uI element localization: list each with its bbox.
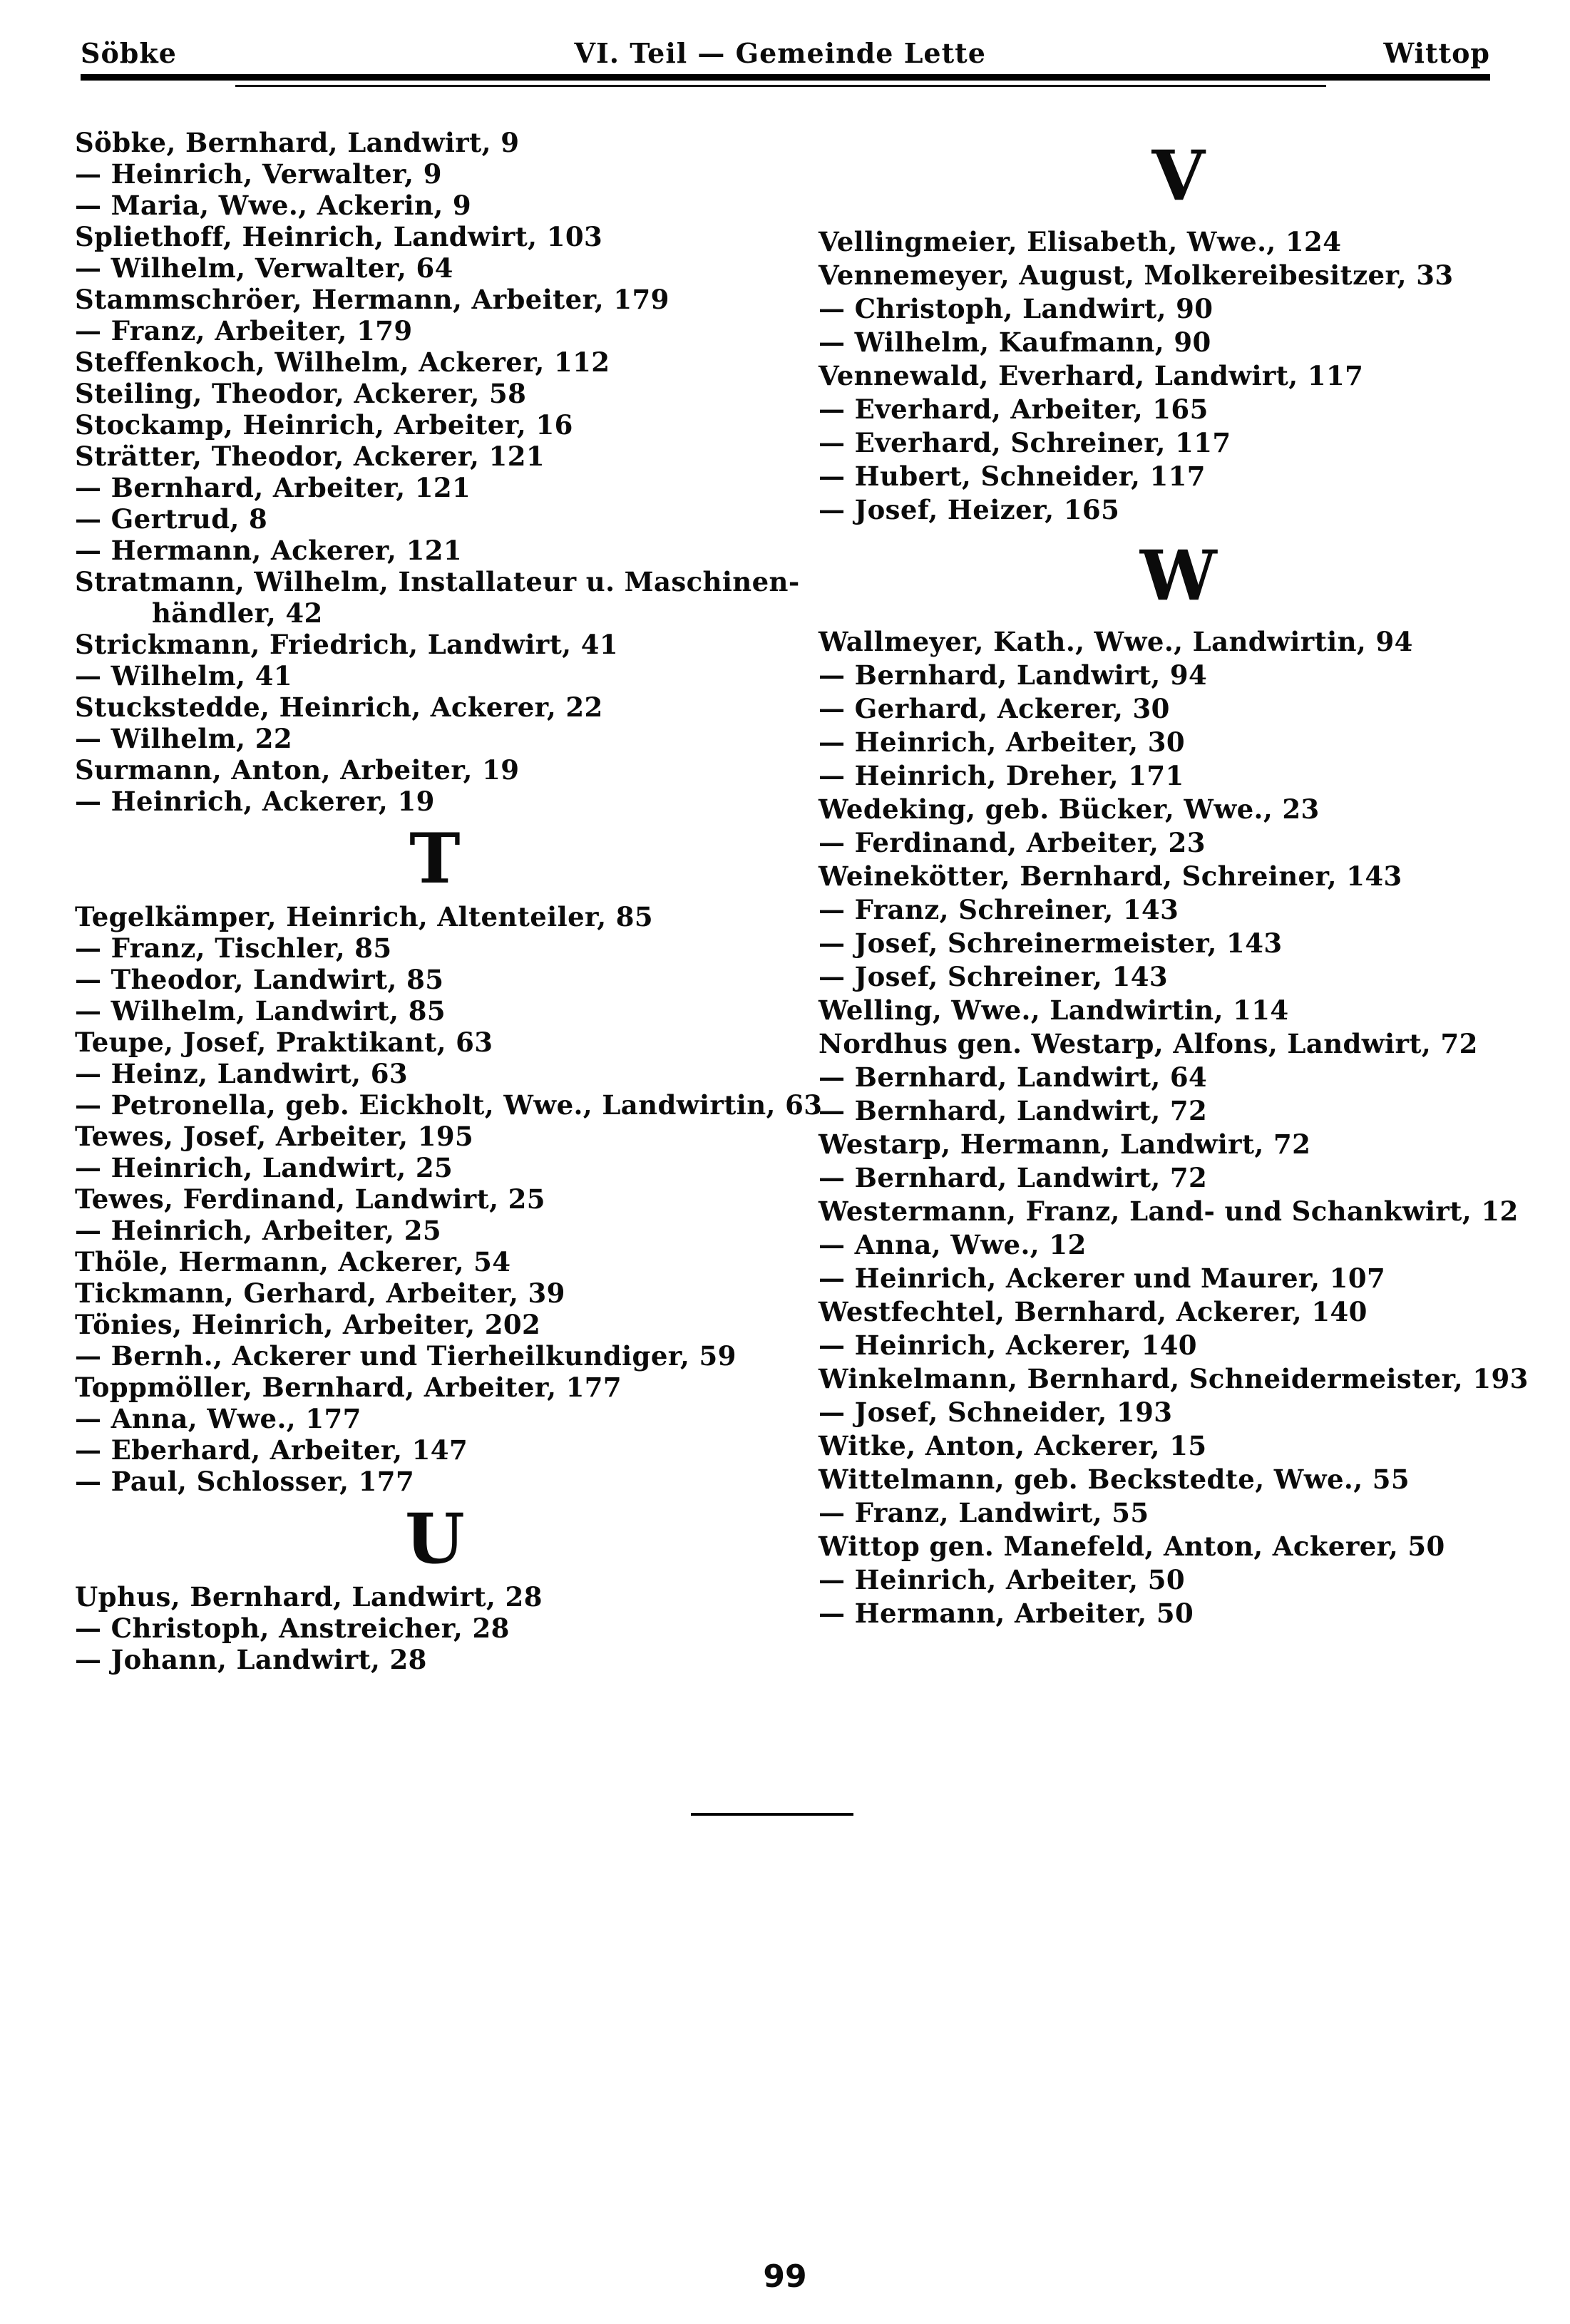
- page-number: 99: [763, 2258, 807, 2295]
- directory-entry: — Josef, Schneider, 193: [819, 1397, 1173, 1428]
- section-letter-U: U: [404, 1498, 466, 1579]
- directory-entry: — Heinz, Landwirt, 63: [75, 1058, 409, 1089]
- directory-entry: — Heinrich, Verwalter, 9: [75, 158, 442, 190]
- directory-entry: — Anna, Wwe., 12: [819, 1229, 1087, 1260]
- directory-entry: — Bernh., Ackerer und Tierheilkundiger, 59: [75, 1340, 737, 1372]
- running-header-right: Wittop: [1383, 37, 1490, 69]
- directory-column-left: [75, 127, 823, 1675]
- directory-entry: — Eberhard, Arbeiter, 147: [75, 1434, 468, 1466]
- directory-entry: — Heinrich, Ackerer, 140: [819, 1330, 1197, 1361]
- directory-entry: — Heinrich, Arbeiter, 25: [75, 1215, 442, 1246]
- directory-entry: Westermann, Franz, Land- und Schankwirt, 12: [819, 1196, 1519, 1227]
- directory-entry: — Everhard, Arbeiter, 165: [819, 394, 1209, 425]
- directory-entry: — Heinrich, Ackerer, 19: [75, 786, 435, 817]
- directory-entry: — Bernhard, Landwirt, 72: [819, 1095, 1208, 1126]
- directory-entry: Stratmann, Wilhelm, Installateur u. Maschinen-: [75, 566, 800, 597]
- directory-entry: Tönies, Heinrich, Arbeiter, 202: [75, 1309, 541, 1340]
- directory-entry: — Bernhard, Landwirt, 94: [819, 659, 1208, 691]
- directory-entry: händler, 42: [152, 597, 323, 629]
- directory-entry: — Gerhard, Ackerer, 30: [819, 693, 1170, 724]
- directory-entry: Winkelmann, Bernhard, Schneidermeister, 193: [819, 1363, 1529, 1394]
- directory-entry: Vennemeyer, August, Molkereibesitzer, 33: [819, 259, 1454, 291]
- directory-entry: Tegelkämper, Heinrich, Altenteiler, 85: [75, 901, 654, 932]
- directory-entry: — Hermann, Arbeiter, 50: [819, 1598, 1194, 1629]
- running-header-center: VI. Teil — Gemeinde Lette: [574, 37, 986, 69]
- directory-entry: — Franz, Landwirt, 55: [819, 1497, 1149, 1528]
- directory-entry: Surmann, Anton, Arbeiter, 19: [75, 754, 520, 786]
- directory-entry: — Franz, Arbeiter, 179: [75, 315, 413, 346]
- directory-entry: Wedeking, geb. Bücker, Wwe., 23: [819, 793, 1320, 825]
- directory-entry: Vennewald, Everhard, Landwirt, 117: [819, 360, 1364, 391]
- header-rule-thin: [235, 85, 1326, 87]
- section-letter-V: V: [1151, 135, 1206, 216]
- directory-entry: — Heinrich, Arbeiter, 50: [819, 1564, 1186, 1595]
- directory-entry: Tewes, Ferdinand, Landwirt, 25: [75, 1183, 545, 1215]
- directory-entry: — Paul, Schlosser, 177: [75, 1466, 415, 1497]
- directory-entry: Spliethoff, Heinrich, Landwirt, 103: [75, 221, 603, 252]
- directory-entry: — Josef, Schreiner, 143: [819, 961, 1168, 992]
- directory-entry: Nordhus gen. Westarp, Alfons, Landwirt, 72: [819, 1028, 1478, 1059]
- directory-entry: — Ferdinand, Arbeiter, 23: [819, 827, 1206, 858]
- directory-entry: Tewes, Josef, Arbeiter, 195: [75, 1121, 474, 1152]
- directory-entry: Söbke, Bernhard, Landwirt, 9: [75, 127, 520, 158]
- directory-entry: Westarp, Hermann, Landwirt, 72: [819, 1128, 1311, 1160]
- running-header: [81, 37, 1490, 69]
- directory-entry: — Wilhelm, Landwirt, 85: [75, 995, 446, 1027]
- directory-entry: — Bernhard, Landwirt, 72: [819, 1162, 1208, 1193]
- directory-entry: — Josef, Heizer, 165: [819, 494, 1120, 525]
- directory-entry: — Anna, Wwe., 177: [75, 1403, 361, 1434]
- directory-entry: Wittop gen. Manefeld, Anton, Ackerer, 50: [819, 1531, 1445, 1562]
- directory-entry: — Bernhard, Arbeiter, 121: [75, 472, 471, 503]
- directory-entry: — Bernhard, Landwirt, 64: [819, 1061, 1208, 1093]
- directory-entry: — Wilhelm, Kaufmann, 90: [819, 327, 1211, 358]
- directory-entry: Stammschröer, Hermann, Arbeiter, 179: [75, 284, 669, 315]
- directory-entry: — Johann, Landwirt, 28: [75, 1644, 427, 1675]
- directory-entry: — Heinrich, Landwirt, 25: [75, 1152, 453, 1183]
- directory-entry: Wallmeyer, Kath., Wwe., Landwirtin, 94: [819, 626, 1413, 657]
- directory-entry: Thöle, Hermann, Ackerer, 54: [75, 1246, 511, 1277]
- directory-entry: Welling, Wwe., Landwirtin, 114: [819, 994, 1289, 1026]
- directory-entry: Stuckstedde, Heinrich, Ackerer, 22: [75, 691, 603, 723]
- directory-entry: — Heinrich, Arbeiter, 30: [819, 726, 1186, 758]
- directory-entry: — Josef, Schreinermeister, 143: [819, 927, 1283, 959]
- directory-entry: Uphus, Bernhard, Landwirt, 28: [75, 1581, 543, 1613]
- directory-entry: Strickmann, Friedrich, Landwirt, 41: [75, 629, 619, 660]
- directory-entry: — Maria, Wwe., Ackerin, 9: [75, 190, 472, 221]
- running-header-left: Söbke: [81, 37, 177, 69]
- directory-entry: — Heinrich, Ackerer und Maurer, 107: [819, 1263, 1386, 1294]
- directory-entry: Toppmöller, Bernhard, Arbeiter, 177: [75, 1372, 622, 1403]
- directory-entry: Wittelmann, geb. Beckstedte, Wwe., 55: [819, 1464, 1410, 1495]
- directory-entry: — Wilhelm, 41: [75, 660, 292, 691]
- directory-entry: — Franz, Schreiner, 143: [819, 894, 1179, 925]
- directory-entry: Teupe, Josef, Praktikant, 63: [75, 1027, 493, 1058]
- directory-entry: — Christoph, Landwirt, 90: [819, 293, 1214, 324]
- directory-entry: — Theodor, Landwirt, 85: [75, 964, 444, 995]
- section-letter-W: W: [1139, 535, 1218, 616]
- directory-entry: Westfechtel, Bernhard, Ackerer, 140: [819, 1296, 1368, 1327]
- directory-entry: — Christoph, Anstreicher, 28: [75, 1613, 510, 1644]
- directory-entry: — Gertrud, 8: [75, 503, 268, 535]
- directory-entry: Steiling, Theodor, Ackerer, 58: [75, 378, 527, 409]
- directory-entry: — Wilhelm, Verwalter, 64: [75, 252, 453, 284]
- directory-entry: Strätter, Theodor, Ackerer, 121: [75, 441, 545, 472]
- directory-entry: — Wilhelm, 22: [75, 723, 292, 754]
- directory-entry: Witke, Anton, Ackerer, 15: [819, 1430, 1207, 1461]
- header-rule-thick: [81, 74, 1490, 81]
- directory-entry: — Hubert, Schneider, 117: [819, 461, 1206, 492]
- section-letter-T: T: [409, 818, 461, 899]
- directory-entry: Vellingmeier, Elisabeth, Wwe., 124: [819, 226, 1342, 257]
- directory-entry: Weinekötter, Bernhard, Schreiner, 143: [819, 860, 1402, 892]
- directory-entry: Steffenkoch, Wilhelm, Ackerer, 112: [75, 346, 610, 378]
- directory-entry: — Petronella, geb. Eickholt, Wwe., Landwirtin, 63: [75, 1089, 823, 1121]
- directory-entry: — Everhard, Schreiner, 117: [819, 427, 1231, 458]
- end-of-list-rule: [691, 1813, 853, 1816]
- directory-entry: — Hermann, Ackerer, 121: [75, 535, 463, 566]
- directory-entry: Stockamp, Heinrich, Arbeiter, 16: [75, 409, 573, 441]
- directory-entry: — Franz, Tischler, 85: [75, 932, 392, 964]
- directory-entry: — Heinrich, Dreher, 171: [819, 760, 1184, 791]
- directory-column-right: [819, 127, 1539, 1630]
- directory-entry: Tickmann, Gerhard, Arbeiter, 39: [75, 1277, 565, 1309]
